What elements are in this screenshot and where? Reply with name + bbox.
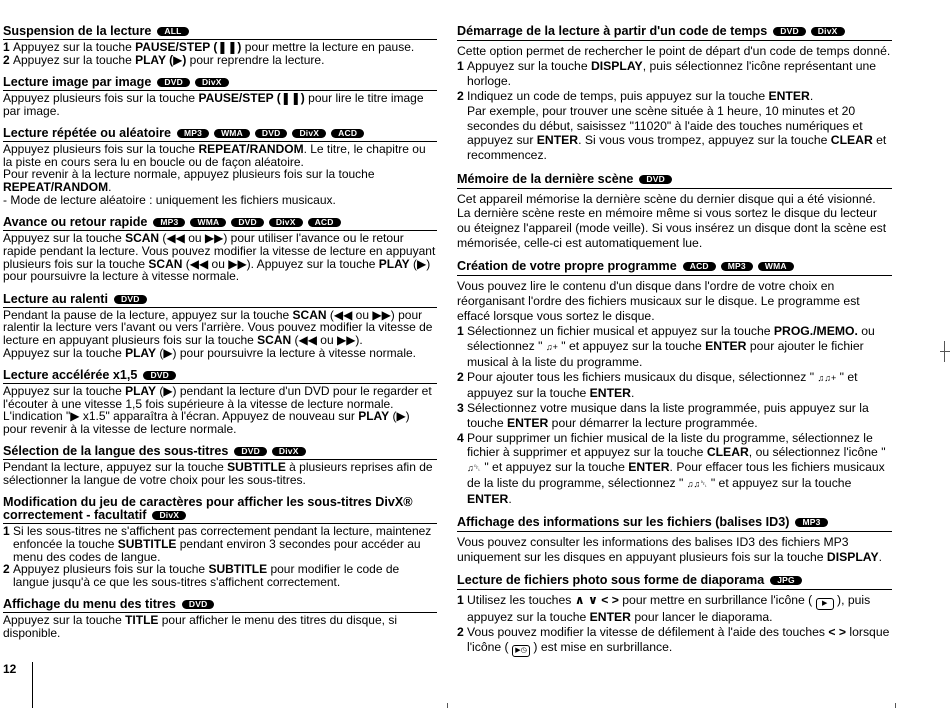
section-intro: Vous pouvez lire le contenu d'un disque dans l'ordre de votre choix en réorganisant l'ordre des fichiers musicaux sur le disque. Le programme est effacé lorsque vous sortez le disque. [457, 279, 860, 324]
steps-list [457, 324, 892, 507]
badge-divx: DivX [195, 78, 229, 87]
section-heading: Lecture répétée ou aléatoire MP3 WMA DVD DivX ACD [3, 126, 437, 142]
badge-dvd: DVD [639, 175, 672, 184]
badge-divx: DivX [269, 218, 303, 227]
section-subtitle-language [3, 444, 437, 486]
step-item: 3 Sélectionnez votre musique dans la liste programmée, puis appuyez sur la touche ENTER pour démarrer la lecture programmée. [457, 400, 869, 430]
section-heading: Lecture au ralenti DVD [3, 292, 437, 308]
steps-list [457, 59, 892, 163]
section-heading: Création de votre propre programme ACD MP3 WMA [457, 259, 892, 276]
section-heading: Mémoire de la dernière scène DVD [457, 172, 892, 189]
music-add-all-icon: ♫♫+ [817, 372, 837, 383]
slideshow-play-icon: ▶ [816, 598, 834, 610]
steps-list [3, 41, 437, 66]
section-pause [3, 24, 437, 66]
music-add-icon: ♫+ [545, 342, 558, 353]
section-heading: Lecture image par image DVD DivX [3, 75, 437, 91]
left-column [3, 24, 437, 648]
badge-wma: WMA [758, 262, 794, 271]
crop-mark [447, 703, 448, 708]
badge-jpg: JPG [770, 576, 802, 585]
badge-wma: WMA [190, 218, 226, 227]
section-body: Appuyez plusieurs fois sur la touche REPEAT/RANDOM. Le titre, le chapitre ou la piste en cours sera lu en boucle ou de façon aléatoire. Pour revenir à la lecture normale, appuyez plusieurs fois sur la touche REPEAT/RANDOM. - Mode de lecture aléatoire : uniquement les fichiers musicaux. [3, 142, 426, 207]
badge-dvd: DVD [157, 78, 190, 87]
right-column [457, 24, 892, 666]
badge-mp3: MP3 [795, 518, 827, 527]
section-heading: Sélection de la langue des sous-titres DVD DivX [3, 444, 437, 460]
section-intro: Cette option permet de rechercher le point de départ d'un code de temps donné. [457, 44, 891, 58]
section-body: Cet appareil mémorise la dernière scène du dernier disque qui a été visionné. La dernière scène reste en mémoire même si vous sortez le disque du lecteur ou éteignez l'appareil (mode veille). Si vous insérez un disque dont la scène est mémorisée, celle-ci est automatiquement lue. [457, 191, 887, 251]
badge-acd: ACD [331, 129, 364, 138]
badge-wma: WMA [214, 129, 250, 138]
slideshow-speed-icon: ▶◷ [512, 645, 530, 657]
section-slow-motion [3, 292, 437, 360]
step-item: 1 Si les sous-titres ne s'affichent pas correctement pendant la lecture, maintenez enfoncée la touche SUBTITLE pendant environ 3 secondes pour accéder au menu des codes de langue. [3, 524, 432, 564]
section-accelerated [3, 368, 437, 436]
crop-mark [895, 703, 896, 708]
section-heading: Affichage du menu des titres DVD [3, 597, 437, 613]
section-fast-scan [3, 215, 437, 283]
step-item: 2 Appuyez sur la touche PLAY (▶) pour reprendre la lecture. [3, 52, 325, 67]
section-repeat-random [3, 126, 437, 207]
step-item: 1 Sélectionnez un fichier musical et appuyez sur la touche PROG./MEMO. ou sélectionnez " ♫+ " et appuyez sur la touche ENTER pour ajouter le fichier musical à la liste du programme. [457, 324, 875, 369]
section-last-scene [457, 172, 892, 252]
section-heading: Affichage des informations sur les fichiers (balises ID3) MP3 [457, 515, 892, 532]
badge-acd: ACD [308, 218, 341, 227]
page-number: 12 [3, 662, 17, 676]
step-item: 1 Appuyez sur la touche DISPLAY, puis sélectionnez l'icône représentant une horloge. [457, 58, 877, 88]
section-body: Appuyez sur la touche SCAN (◀◀ ou ▶▶) pour utiliser l'avance ou le retour rapide pendant la lecture. Vous pouvez modifier la vitesse de lecture en appuyant plusieurs fois sur la touche SCAN (◀◀ ou ▶▶). Appuyez sur la touche PLAY (▶) pour poursuivre la lecture à vitesse normale. [3, 231, 436, 284]
badge-dvd: DVD [773, 27, 806, 36]
section-time-search [457, 24, 892, 163]
crop-mark [944, 341, 945, 362]
music-delete-all-icon: ♫♫␡ [686, 479, 708, 490]
badge-dvd: DVD [234, 447, 267, 456]
step-item: 1 Utilisez les touches ∧ ∨ < > pour mettre en surbrillance l'icône ( ▶ ), puis appuyez sur la touche ENTER pour lancer le diaporama. [457, 593, 871, 625]
badge-all: ALL [157, 27, 188, 36]
section-body: Pendant la lecture, appuyez sur la touche SUBTITLE à plusieurs reprises afin de sélectionner la langue de votre choix pour les sous-titres. [3, 460, 433, 488]
section-slideshow [457, 573, 892, 657]
section-divx-charset [3, 495, 437, 589]
section-heading: Lecture de fichiers photo sous forme de diaporama JPG [457, 573, 892, 590]
step-item: 1 Appuyez sur la touche PAUSE/STEP (❚❚) pour mettre la lecture en pause. [3, 40, 415, 54]
section-heading: Modification du jeu de caractères pour afficher les sous-titres DivX® correctement - facultatif DivX [3, 495, 437, 524]
step-item: 2 Appuyez plusieurs fois sur la touche SUBTITLE pour modifier le code de langue jusqu'à ce que les sous-titres s'affichent correctement. [3, 562, 400, 590]
step-item: 2 Pour ajouter tous les fichiers musicaux du disque, sélectionnez " ♫♫+ " et appuyez sur la touche ENTER. [457, 369, 858, 400]
badge-mp3: MP3 [721, 262, 753, 271]
section-frame-by-frame [3, 75, 437, 117]
section-title-menu [3, 597, 437, 639]
step-item: 2 Vous pouvez modifier la vitesse de défilement à l'aide des touches < > lorsque l'icône ( ▶◷ ) est mise en surbrillance. [457, 625, 892, 657]
music-delete-icon: ♫␡ [467, 463, 481, 474]
step-item: 2 Indiquez un code de temps, puis appuyez sur la touche ENTER. Par exemple, pour trouver une scène située à 1 heure, 10 minutes et 20 secondes du début, saisissez "11020" à l'aide des touches numériques et appuyez sur ENTER. Si vous vous trompez, appuyez sur la touche CLEAR et recommencez. [457, 88, 887, 163]
steps-list [3, 525, 437, 589]
section-body: Appuyez sur la touche PLAY (▶) pendant la lecture d'un DVD pour le regarder et l'écouter à une vitesse 1,5 fois supérieure à la vitesse de lecture normale. L'indication "▶ x1.5" apparaîtra à l'écran. Appuyez de nouveau sur PLAY (▶) pour revenir à la vitesse de lecture normale. [3, 383, 432, 437]
badge-mp3: MP3 [177, 129, 209, 138]
section-heading: Avance ou retour rapide MP3 WMA DVD DivX ACD [3, 215, 437, 231]
badge-dvd: DVD [255, 129, 288, 138]
badge-divx: DivX [292, 129, 326, 138]
section-id3 [457, 515, 892, 565]
section-heading: Lecture accélérée x1,5 DVD [3, 368, 437, 384]
badge-dvd: DVD [114, 295, 147, 304]
crop-mark [940, 351, 950, 352]
section-program [457, 259, 892, 507]
badge-mp3: MP3 [153, 218, 185, 227]
badge-divx: DivX [272, 447, 306, 456]
section-body: Appuyez sur la touche TITLE pour afficher le menu des titres du disque, si disponible. [3, 613, 397, 641]
badge-acd: ACD [683, 262, 716, 271]
section-heading: Démarrage de la lecture à partir d'un code de temps DVD DivX [457, 24, 892, 41]
badge-dvd: DVD [143, 371, 176, 380]
badge-divx: DivX [811, 27, 845, 36]
section-body: Vous pouvez consulter les informations des balises ID3 des fichiers MP3 uniquement sur les disques en appuyant plusieurs fois sur la touche DISPLAY. [457, 535, 883, 565]
steps-list [457, 593, 892, 657]
badge-dvd: DVD [182, 600, 215, 609]
section-heading: Suspension de la lecture ALL [3, 24, 437, 40]
badge-dvd: DVD [231, 218, 264, 227]
step-item: 4 Pour supprimer un fichier musical de la liste du programme, sélectionnez le fichier à supprimer et appuyez sur la touche CLEAR, ou sélectionnez l'icône " ♫␡ " et appuyez sur la touche ENTER. Pour effacer tous les fichiers musicaux de la liste du programme, sélectionnez " ♫♫␡ " et appuyez sur la touche ENTER. [457, 430, 886, 507]
margin-rule [32, 662, 33, 708]
section-body: Pendant la pause de la lecture, appuyez sur la touche SCAN (◀◀ ou ▶▶) pour ralentir la lecture vers l'avant ou vers l'arrière. Vous pouvez modifier la vitesse de lecture en appuyant plusieurs fois sur la touche SCAN (◀◀ ou ▶▶). Appuyez sur la touche PLAY (▶) pour poursuivre la lecture à vitesse normale. [3, 307, 433, 360]
badge-divx: DivX [152, 511, 186, 520]
section-body: Appuyez plusieurs fois sur la touche PAUSE/STEP (❚❚) pour lire le titre image par image. [3, 91, 424, 118]
